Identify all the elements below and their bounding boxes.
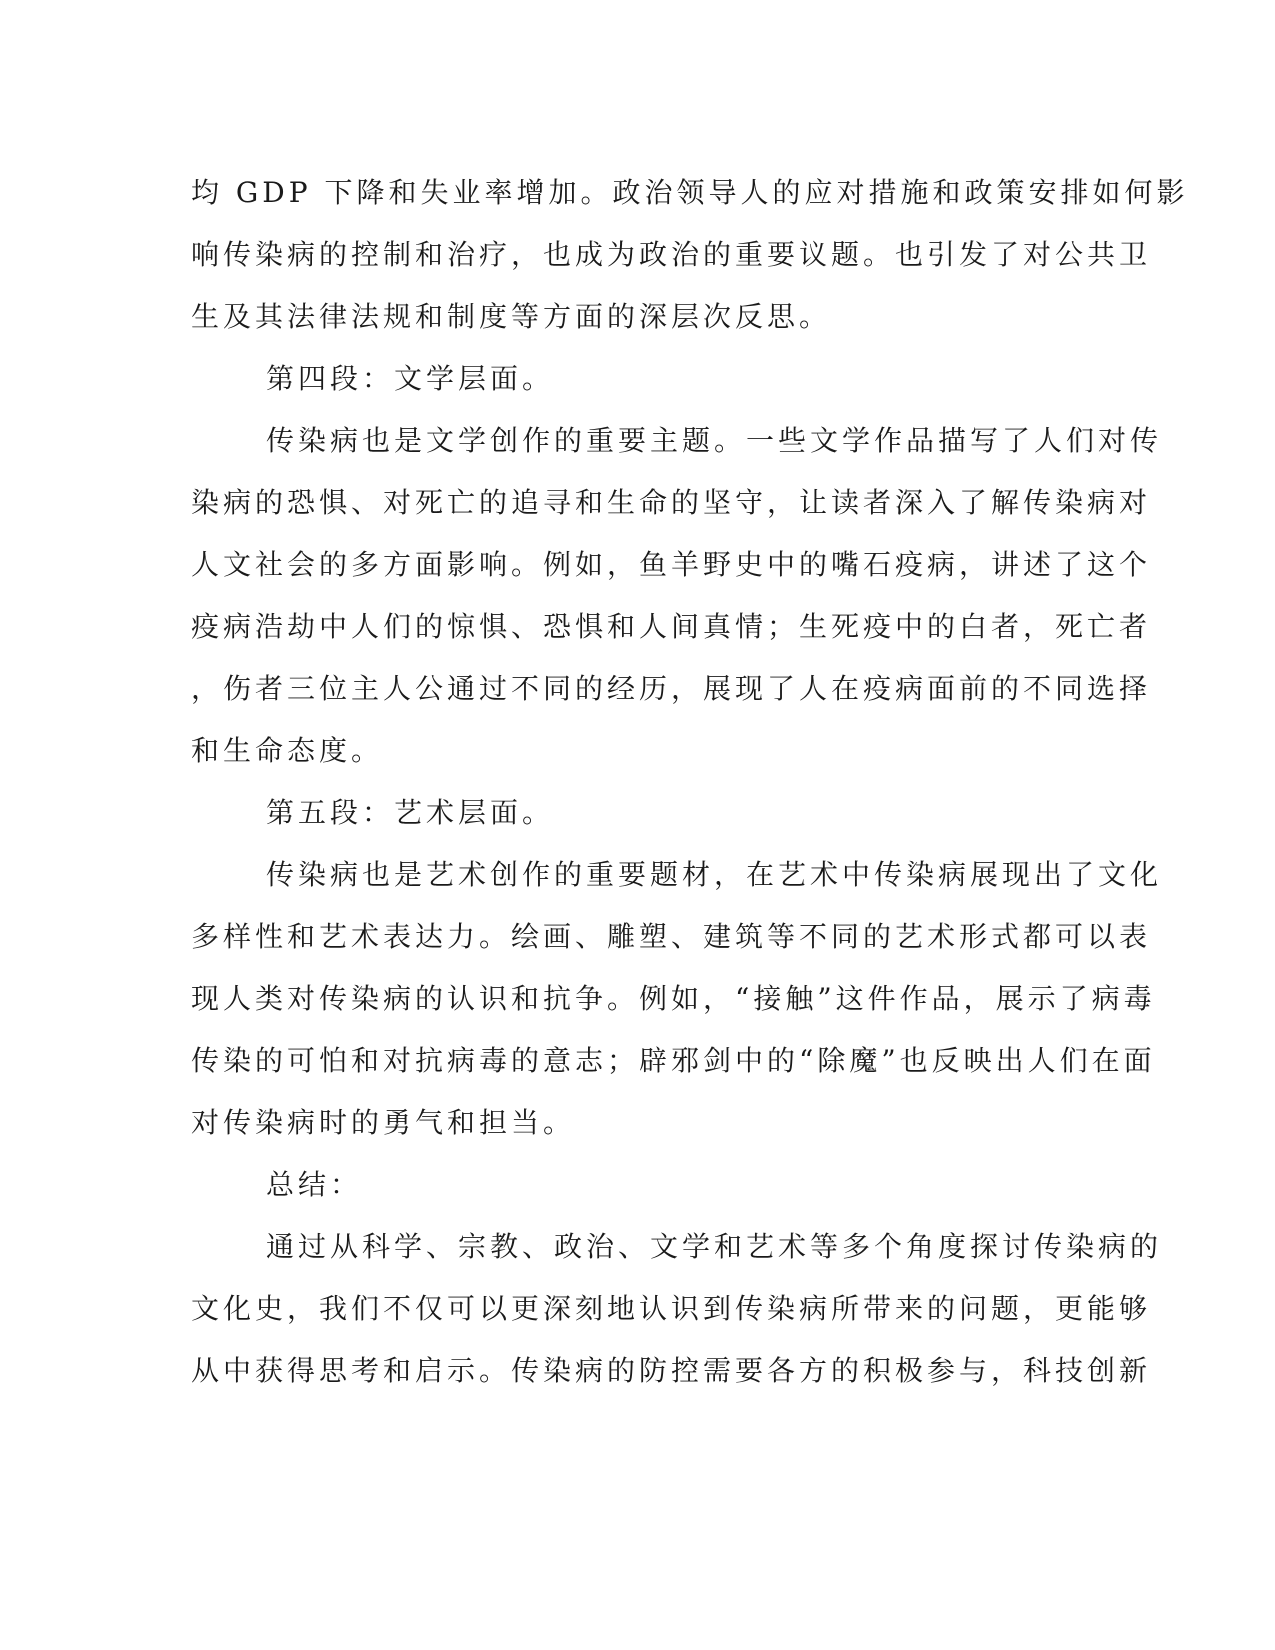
text-line: 均 GDP 下降和失业率增加。政治领导人的应对措施和政策安排如何影: [191, 176, 1189, 209]
text-line: 响传染病的控制和治疗，也成为政治的重要议题。也引发了对公共卫: [191, 238, 1152, 271]
text-line: 疫病浩劫中人们的惊惧、恐惧和人间真情；生死疫中的白者，死亡者: [191, 610, 1152, 643]
text-line: 生及其法律法规和制度等方面的深层次反思。: [191, 300, 832, 333]
text-line: 传染的可怕和对抗病毒的意志；辟邪剑中的“除魔”也反映出人们在面: [191, 1044, 1156, 1077]
text-line: 文化史，我们不仅可以更深刻地认识到传染病所带来的问题，更能够: [191, 1292, 1152, 1325]
section-heading-summary: 总结：: [266, 1168, 363, 1201]
section-heading-art: 第五段：艺术层面。: [266, 796, 555, 829]
text-line: 从中获得思考和启示。传染病的防控需要各方的积极参与，科技创新: [191, 1354, 1152, 1387]
text-line: 染病的恐惧、对死亡的追寻和生命的坚守，让读者深入了解传染病对: [191, 486, 1152, 519]
text-line: 人文社会的多方面影响。例如，鱼羊野史中的嘴石疫病，讲述了这个: [191, 548, 1152, 581]
text-line: 和生命态度。: [191, 734, 384, 767]
text-line: ，伤者三位主人公通过不同的经历，展现了人在疫病面前的不同选择: [191, 672, 1152, 705]
text-line: 通过从科学、宗教、政治、文学和艺术等多个角度探讨传染病的: [266, 1230, 1163, 1263]
text-line: 传染病也是艺术创作的重要题材，在艺术中传染病展现出了文化: [266, 858, 1163, 891]
text-line: 多样性和艺术表达力。绘画、雕塑、建筑等不同的艺术形式都可以表: [191, 920, 1152, 953]
text-line: 对传染病时的勇气和担当。: [191, 1106, 576, 1139]
document-body: [191, 162, 1189, 1402]
text-line: 传染病也是文学创作的重要主题。一些文学作品描写了人们对传: [266, 424, 1163, 457]
section-heading-literature: 第四段：文学层面。: [266, 362, 555, 395]
text-line: 现人类对传染病的认识和抗争。例如，“接触”这件作品，展示了病毒: [191, 982, 1156, 1015]
